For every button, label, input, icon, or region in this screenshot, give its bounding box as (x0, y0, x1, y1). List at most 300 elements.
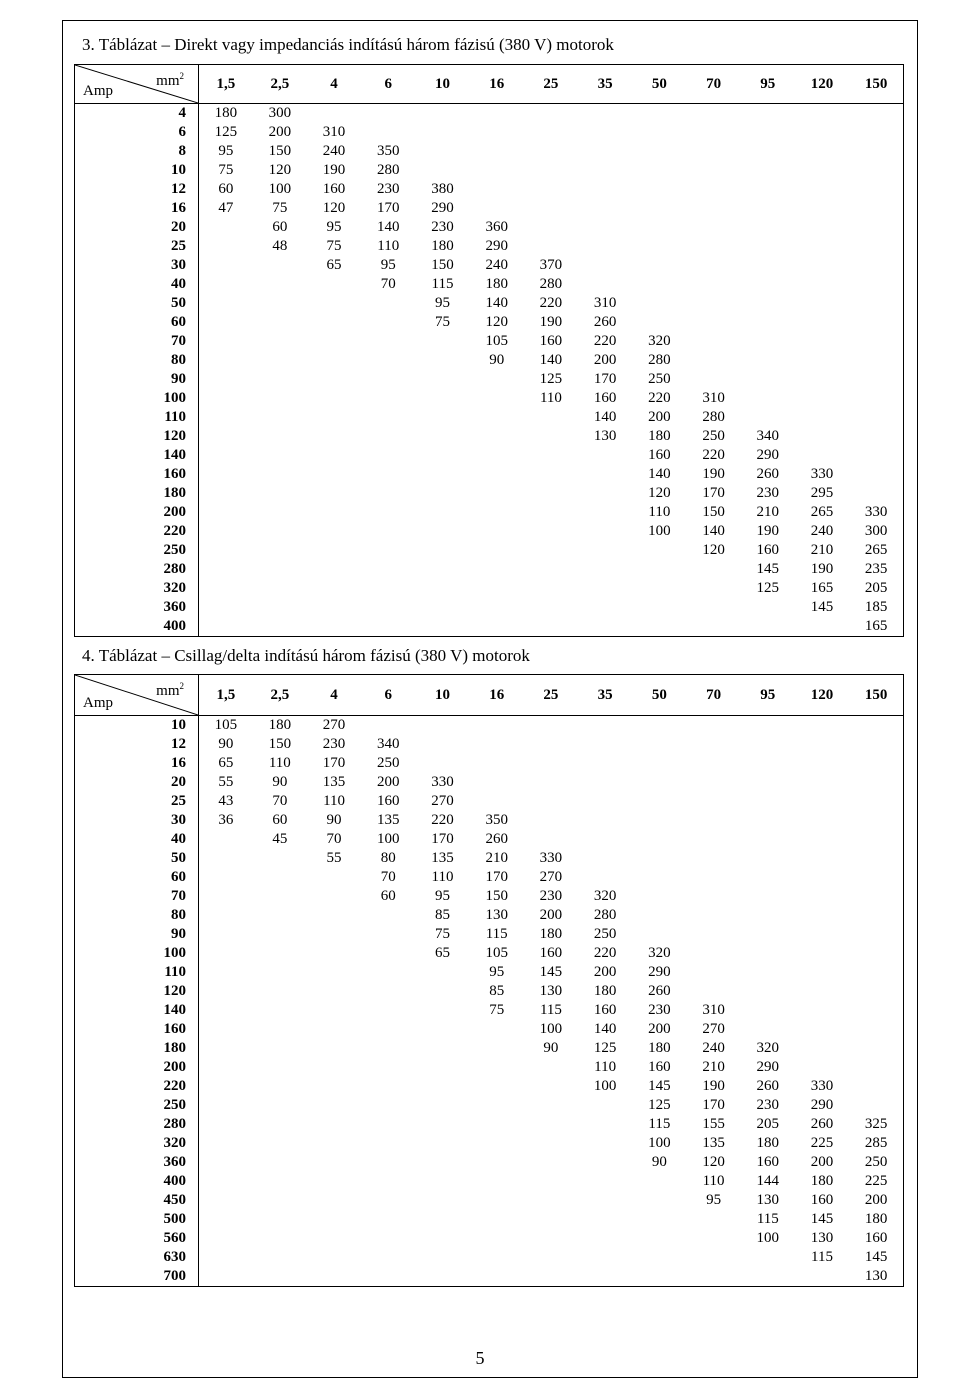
value-cell: 130 (539, 983, 563, 999)
amp-cell: 700 (75, 1267, 199, 1287)
value-cell (199, 1229, 253, 1248)
value-cell (361, 906, 415, 925)
value-cell: 75 (326, 238, 342, 254)
value-cell: 60 (272, 219, 288, 235)
value-cell (741, 830, 795, 849)
value-cell (795, 617, 849, 637)
value-cell (307, 1115, 361, 1134)
value-cell (795, 1267, 849, 1287)
value-cell (578, 218, 632, 237)
value-cell (470, 389, 524, 408)
value-cell (415, 1115, 469, 1134)
table-row (75, 868, 904, 887)
value-cell: 110 (377, 238, 400, 254)
corner-header-cell (75, 675, 199, 716)
value-cell (849, 313, 903, 332)
value-cell (849, 792, 903, 811)
column-header: 120 (795, 65, 849, 104)
column-header: 2,5 (253, 675, 307, 716)
value-cell (307, 925, 361, 944)
amp-cell: 140 (75, 1001, 199, 1020)
amp-cell: 12 (75, 180, 199, 199)
value-cell: 280 (377, 162, 400, 178)
value-cell (741, 313, 795, 332)
value-cell (849, 465, 903, 484)
value-cell (578, 868, 632, 887)
value-cell (849, 123, 903, 142)
value-cell: 90 (489, 352, 505, 368)
value-cell: 180 (431, 238, 454, 254)
value-cell: 110 (268, 755, 291, 771)
value-cell (470, 199, 524, 218)
amp-cell: 450 (75, 1191, 199, 1210)
table-row (75, 408, 904, 427)
column-header: 4 (307, 65, 361, 104)
column-header: 35 (578, 65, 632, 104)
amp-cell: 30 (75, 811, 199, 830)
value-cell (578, 1096, 632, 1115)
amp-cell: 50 (75, 294, 199, 313)
value-cell: 75 (434, 926, 450, 942)
value-cell (470, 408, 524, 427)
value-cell (795, 446, 849, 465)
table-row (75, 465, 904, 484)
value-cell (795, 427, 849, 446)
value-cell: 180 (810, 1173, 834, 1189)
value-cell (578, 123, 632, 142)
value-cell (795, 716, 849, 736)
value-cell (415, 1134, 469, 1153)
value-cell: 240 (702, 1040, 725, 1056)
value-cell (578, 1210, 632, 1229)
value-cell (686, 887, 740, 906)
value-cell (253, 617, 307, 637)
value-cell (578, 830, 632, 849)
value-cell (849, 887, 903, 906)
value-cell: 170 (431, 831, 454, 847)
value-cell (849, 1096, 903, 1115)
value-cell (686, 180, 740, 199)
value-cell (524, 1077, 578, 1096)
amp-cell: 80 (75, 351, 199, 370)
value-cell (686, 716, 740, 736)
value-cell (415, 1267, 469, 1287)
value-cell: 220 (702, 447, 725, 463)
value-cell (470, 484, 524, 503)
value-cell: 110 (594, 1059, 617, 1075)
value-cell (307, 1153, 361, 1172)
value-cell (253, 1001, 307, 1020)
value-cell: 85 (434, 907, 450, 923)
value-cell: 200 (593, 964, 617, 980)
value-cell (849, 408, 903, 427)
value-cell (849, 370, 903, 389)
value-cell: 95 (326, 219, 342, 235)
value-cell (849, 830, 903, 849)
value-cell (849, 1001, 903, 1020)
value-cell: 250 (864, 1154, 888, 1170)
value-cell (415, 142, 469, 161)
value-cell: 190 (702, 1078, 725, 1094)
value-cell (741, 332, 795, 351)
value-cell (199, 944, 253, 963)
value-cell: 210 (810, 542, 834, 558)
column-header: 10 (415, 65, 469, 104)
value-cell (795, 275, 849, 294)
value-cell (849, 1039, 903, 1058)
value-cell (578, 484, 632, 503)
value-cell (578, 811, 632, 830)
value-cell (199, 484, 253, 503)
value-cell (849, 1077, 903, 1096)
unit-mm2-label: $mm^2$ (156, 681, 184, 699)
value-cell (632, 1191, 686, 1210)
value-cell: 135 (702, 1135, 725, 1151)
value-cell (361, 1058, 415, 1077)
value-cell (470, 503, 524, 522)
value-cell (524, 541, 578, 560)
value-cell: 370 (539, 257, 563, 273)
value-cell (686, 161, 740, 180)
value-cell (361, 617, 415, 637)
column-header: 2,5 (253, 65, 307, 104)
value-cell (470, 735, 524, 754)
value-cell (470, 1058, 524, 1077)
value-cell (849, 754, 903, 773)
column-header: 4 (307, 675, 361, 716)
value-cell (524, 1153, 578, 1172)
table-row (75, 1191, 904, 1210)
value-cell: 130 (593, 428, 617, 444)
value-cell (795, 1039, 849, 1058)
value-cell (361, 944, 415, 963)
amp-cell: 200 (75, 1058, 199, 1077)
value-cell (578, 849, 632, 868)
value-cell: 160 (648, 447, 671, 463)
value-cell (741, 735, 795, 754)
value-cell: 290 (648, 964, 671, 980)
value-cell (632, 560, 686, 579)
value-cell (199, 541, 253, 560)
value-cell (253, 465, 307, 484)
value-cell (415, 617, 469, 637)
amp-cell: 40 (75, 275, 199, 294)
value-cell: 105 (485, 945, 508, 961)
column-header: 6 (361, 65, 415, 104)
value-cell: 260 (593, 314, 617, 330)
value-cell (741, 982, 795, 1001)
value-cell (470, 754, 524, 773)
column-header: 120 (795, 675, 849, 716)
value-cell (253, 541, 307, 560)
value-cell: 145 (810, 1211, 834, 1227)
table-row (75, 1039, 904, 1058)
value-cell (470, 123, 524, 142)
value-cell (307, 427, 361, 446)
value-cell (686, 1210, 740, 1229)
value-cell (307, 465, 361, 484)
value-cell: 95 (218, 143, 234, 159)
value-cell (415, 370, 469, 389)
value-cell: 115 (539, 1002, 562, 1018)
value-cell: 240 (485, 257, 508, 273)
value-cell (741, 773, 795, 792)
value-cell (361, 1153, 415, 1172)
column-header: 6 (361, 675, 415, 716)
value-cell (470, 161, 524, 180)
value-cell (470, 1229, 524, 1248)
value-cell (307, 598, 361, 617)
value-cell: 130 (756, 1192, 780, 1208)
value-cell: 180 (864, 1211, 888, 1227)
value-cell (199, 522, 253, 541)
value-cell (253, 313, 307, 332)
value-cell: 200 (648, 1021, 671, 1037)
value-cell: 225 (810, 1135, 834, 1151)
table-row (75, 982, 904, 1001)
value-cell (632, 830, 686, 849)
value-cell: 90 (218, 736, 234, 752)
value-cell: 280 (702, 409, 725, 425)
value-cell (849, 849, 903, 868)
value-cell: 230 (431, 219, 454, 235)
value-cell (199, 830, 253, 849)
value-cell (470, 1210, 524, 1229)
value-cell (199, 598, 253, 617)
value-cell (253, 1058, 307, 1077)
value-cell (686, 1229, 740, 1248)
value-cell (686, 868, 740, 887)
table-row (75, 1001, 904, 1020)
value-cell (578, 1134, 632, 1153)
value-cell: 330 (431, 774, 454, 790)
value-cell (253, 1229, 307, 1248)
value-cell: 110 (539, 390, 562, 406)
value-cell (632, 849, 686, 868)
value-cell (307, 982, 361, 1001)
value-cell (741, 1248, 795, 1267)
value-cell (307, 1248, 361, 1267)
table-row (75, 617, 904, 637)
value-cell (199, 294, 253, 313)
value-cell: 48 (272, 238, 288, 254)
value-cell (253, 849, 307, 868)
value-cell (686, 275, 740, 294)
column-header: 10 (415, 675, 469, 716)
column-header: 50 (632, 65, 686, 104)
table-row (75, 446, 904, 465)
amp-cell: 16 (75, 199, 199, 218)
value-cell (578, 237, 632, 256)
value-cell: 180 (648, 1040, 671, 1056)
amp-cell: 100 (75, 389, 199, 408)
amp-cell: 280 (75, 560, 199, 579)
value-cell (849, 446, 903, 465)
table-row (75, 1077, 904, 1096)
value-cell (253, 1077, 307, 1096)
value-cell (524, 199, 578, 218)
value-cell (415, 1210, 469, 1229)
value-cell (741, 963, 795, 982)
amp-cell: 280 (75, 1115, 199, 1134)
value-cell (253, 1210, 307, 1229)
value-cell (361, 982, 415, 1001)
table-row (75, 237, 904, 256)
value-cell (253, 1267, 307, 1287)
value-cell (524, 735, 578, 754)
value-cell (361, 1001, 415, 1020)
value-cell: 55 (218, 774, 234, 790)
value-cell (849, 484, 903, 503)
value-cell (253, 1134, 307, 1153)
amp-cell: 70 (75, 332, 199, 351)
value-cell (415, 503, 469, 522)
value-cell (524, 427, 578, 446)
value-cell (470, 522, 524, 541)
value-cell (741, 754, 795, 773)
value-cell (307, 1229, 361, 1248)
table-row (75, 351, 904, 370)
value-cell (632, 104, 686, 124)
value-cell: 180 (268, 717, 292, 733)
value-cell: 60 (380, 888, 396, 904)
value-cell: 95 (380, 257, 396, 273)
value-cell (795, 849, 849, 868)
value-cell (686, 332, 740, 351)
value-cell (415, 1077, 469, 1096)
value-cell (415, 1096, 469, 1115)
value-cell (524, 1134, 578, 1153)
value-cell (632, 123, 686, 142)
value-cell (199, 1134, 253, 1153)
value-cell (199, 982, 253, 1001)
value-cell (253, 982, 307, 1001)
value-cell (524, 1191, 578, 1210)
table-row (75, 598, 904, 617)
value-cell: 290 (756, 447, 780, 463)
value-cell: 100 (648, 523, 671, 539)
header-row (75, 65, 904, 104)
value-cell: 165 (864, 618, 888, 634)
value-cell (199, 1210, 253, 1229)
value-cell: 140 (485, 295, 508, 311)
value-cell (253, 256, 307, 275)
amp-cell: 100 (75, 944, 199, 963)
value-cell (470, 1172, 524, 1191)
value-cell: 75 (218, 162, 234, 178)
value-cell (524, 617, 578, 637)
table-row (75, 1153, 904, 1172)
value-cell (578, 180, 632, 199)
value-cell (524, 716, 578, 736)
value-cell: 150 (431, 257, 454, 273)
value-cell (253, 427, 307, 446)
value-cell: 320 (756, 1040, 780, 1056)
value-cell (307, 560, 361, 579)
value-cell: 290 (485, 238, 508, 254)
value-cell (632, 773, 686, 792)
value-cell (741, 294, 795, 313)
value-cell (199, 1058, 253, 1077)
amp-cell: 500 (75, 1210, 199, 1229)
value-cell (199, 1267, 253, 1287)
value-cell (849, 963, 903, 982)
value-cell: 120 (702, 542, 725, 558)
value-cell (307, 389, 361, 408)
value-cell: 170 (377, 200, 400, 216)
value-cell (361, 427, 415, 446)
value-cell (578, 773, 632, 792)
value-cell (849, 199, 903, 218)
value-cell: 140 (593, 1021, 617, 1037)
value-cell (199, 465, 253, 484)
value-cell (524, 830, 578, 849)
value-cell (578, 754, 632, 773)
value-cell (849, 104, 903, 124)
value-cell (307, 1134, 361, 1153)
value-cell: 340 (756, 428, 780, 444)
value-cell (470, 541, 524, 560)
table-row (75, 1058, 904, 1077)
value-cell (795, 735, 849, 754)
value-cell: 170 (702, 485, 725, 501)
amp-cell: 120 (75, 982, 199, 1001)
value-cell (470, 1115, 524, 1134)
value-cell (686, 963, 740, 982)
value-cell (253, 1039, 307, 1058)
table-row (75, 256, 904, 275)
value-cell: 105 (485, 333, 508, 349)
value-cell (741, 142, 795, 161)
value-cell (307, 1039, 361, 1058)
value-cell (524, 1058, 578, 1077)
value-cell (253, 522, 307, 541)
value-cell: 130 (864, 1268, 888, 1284)
value-cell: 100 (539, 1021, 563, 1037)
value-cell: 180 (648, 428, 671, 444)
value-cell: 290 (756, 1059, 780, 1075)
value-cell (686, 313, 740, 332)
table-row (75, 142, 904, 161)
value-cell (415, 408, 469, 427)
value-cell (632, 161, 686, 180)
value-cell (632, 617, 686, 637)
value-cell (415, 1039, 469, 1058)
value-cell (686, 906, 740, 925)
amp-cell: 25 (75, 237, 199, 256)
value-cell: 310 (322, 124, 346, 140)
table-row (75, 294, 904, 313)
table-row (75, 1115, 904, 1134)
table-row (75, 161, 904, 180)
value-cell (849, 982, 903, 1001)
value-cell (415, 716, 469, 736)
value-cell (578, 792, 632, 811)
value-cell (307, 541, 361, 560)
value-cell (253, 484, 307, 503)
value-cell: 200 (377, 774, 400, 790)
value-cell (253, 1191, 307, 1210)
amp-cell: 20 (75, 218, 199, 237)
value-cell (199, 237, 253, 256)
unit-amp-label: Amp (83, 695, 113, 711)
value-cell (199, 560, 253, 579)
value-cell (849, 811, 903, 830)
value-cell (741, 256, 795, 275)
value-cell (849, 332, 903, 351)
value-cell (361, 1096, 415, 1115)
value-cell (415, 982, 469, 1001)
